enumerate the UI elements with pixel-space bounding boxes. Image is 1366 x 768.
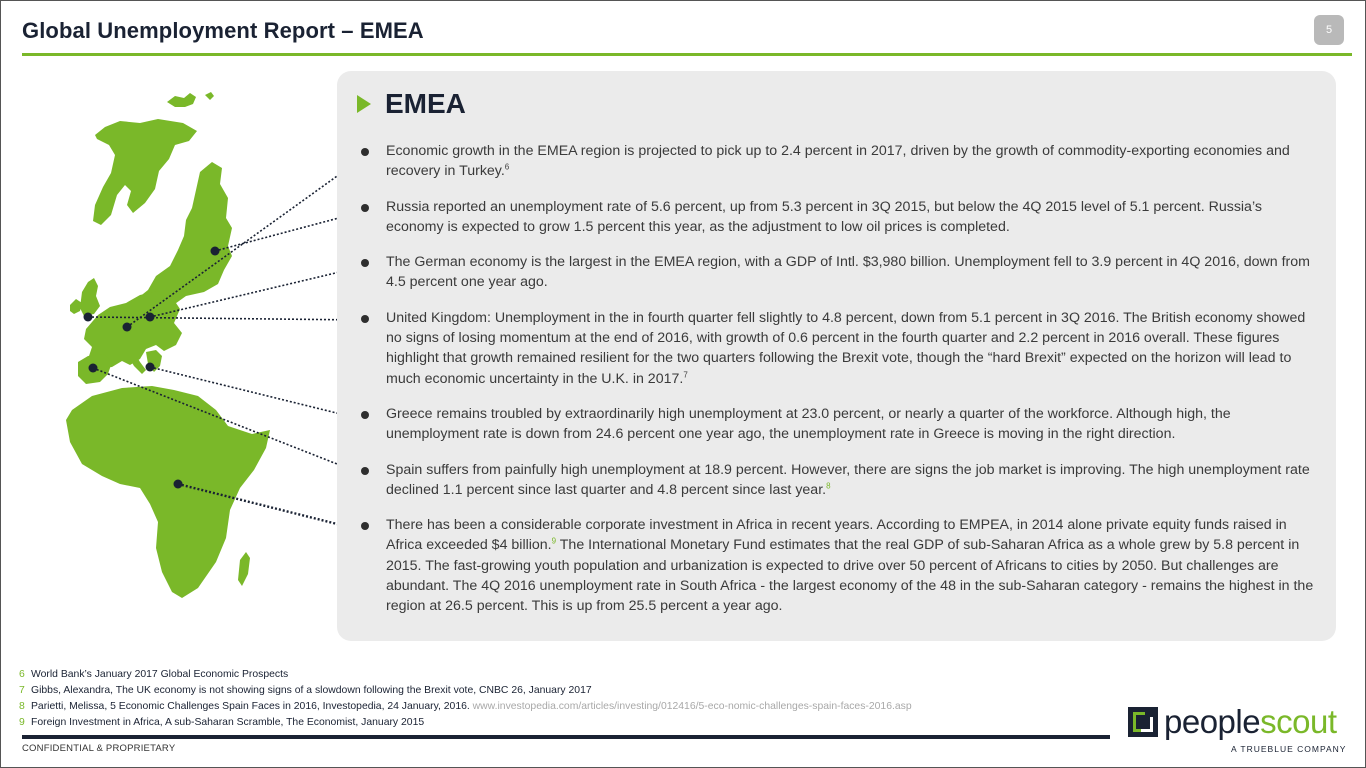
bullet-dot [361, 204, 369, 212]
bullet-text: The German economy is the largest in the EMEA region, with a GDP of Intl. $3,980 billion. Unemployment fell to 3.9 percent in 4Q 2016, down from 4.5 percent one year ago. [386, 254, 1310, 291]
footnote-text: World Bank’s January 2017 Global Economic Prospects [31, 669, 289, 680]
bullet-dot [361, 315, 369, 323]
play-triangle-icon [357, 95, 371, 113]
svalbard-shape [205, 92, 214, 100]
footnote-text: Parietti, Melissa, 5 Economic Challenges Spain Faces in 2016, Investopedia, 24 January, 2016. [31, 701, 470, 712]
confidential-label: CONFIDENTIAL & PROPRIETARY [22, 743, 176, 754]
bullet-greece [360, 404, 1315, 445]
ireland-shape [70, 299, 82, 314]
footnote-9 [19, 715, 912, 731]
bullet-text: The International Monetary Fund estimates that the real GDP of sub-Saharan Africa as a whole grew by 5.8 percent in 2015. The fast-growing youth population and urbanization is expected to drive over 50 percent of Africans to cities by 2050. But challenges are abundant. The 4Q 2016 unemployment rate in South Africa - the largest economy of the 48 in the sub-Saharan category - remains the highest in the region at 26.5 percent. This is up from 25.5 percent a year ago. [386, 537, 1314, 615]
bullet-text: Economic growth in the EMEA region is projected to pick up to 2.4 percent in 2017, driven by the growth of commodity-exporting economies and recovery in Turkey. [386, 143, 1290, 180]
footnote-number: 6 [19, 669, 25, 680]
logo-tagline: A TRUEBLUE COMPANY [1231, 744, 1347, 754]
madagascar-shape [238, 552, 250, 586]
page-number-badge: 5 [1314, 15, 1344, 45]
footnote-text: Gibbs, Alexandra, The UK economy is not showing signs of a slowdown following the Brexit vote, CNBC 26, January 2017 [31, 685, 592, 696]
iceland-shape [167, 93, 196, 107]
section-title: EMEA [385, 88, 466, 119]
footnote-ref: 7 [683, 369, 688, 379]
footnote-number: 7 [19, 685, 25, 696]
footnote-ref: 8 [826, 481, 831, 491]
footnote-number: 8 [19, 701, 25, 712]
bullet-text: Spain suffers from painfully high unemployment at 18.9 percent. However, there are signs the job market is improving. The high unemployment rate declined 1.1 percent since last quarter and 4.8 percent since last year. [386, 461, 1310, 498]
bullet-text: There has been a considerable corporate investment in Africa in recent years. According to EMPEA, in 2014 alone private equity funds raised in Africa exceeded $4 billion. [386, 517, 1287, 554]
uk-shape [80, 278, 100, 316]
bullet-africa [360, 515, 1315, 616]
footnotes [19, 667, 912, 731]
bullet-dot [361, 411, 369, 419]
iberia-shape [78, 354, 112, 384]
bullet-text: United Kingdom: Unemployment in the in fourth quarter fell slightly to 4.8 percent, down from 5.1 percent in 3Q 2016. The British economy showed no signs of losing momentum at the end of 2016, with growth of 0.6 percent in the fourth quarter and 2.2 percent in 2016 overall. These figures highlight that growth remained resilient for the two quarters following the Brexit vote, though the “hard Brexit” expected on the horizon will lead to much economic uncertainty in the U.K. in 2017. [386, 309, 1306, 387]
bullet-text: Russia reported an unemployment rate of 5.6 percent, up from 5.3 percent in 3Q 2015, but below the 4Q 2015 level of 5.1 percent. Russia’s economy is expected to grow 1.5 percent this year, as the adjustment to low oil prices is completed. [386, 198, 1262, 235]
logo-scout-text: scout [1260, 703, 1337, 740]
footnote-6 [19, 667, 912, 683]
scandinavia-shape [93, 119, 197, 225]
bullet-list [360, 141, 1315, 632]
footer-divider [22, 735, 1110, 739]
bullet-russia [360, 197, 1315, 238]
logo-wordmark [1164, 705, 1336, 739]
peoplescout-logo [1128, 705, 1336, 739]
bullet-text: Greece remains troubled by extraordinarily high unemployment at 23.0 percent, or nearly a quarter of the workforce. Although high, the unemployment rate is down from 24.6 percent one year ago, the unemployment rate in Greece is moving in the right direction. [386, 405, 1231, 443]
logo-mark-icon [1128, 707, 1158, 737]
emea-map [0, 80, 300, 640]
footnote-8 [19, 699, 912, 715]
footnote-7 [19, 683, 912, 699]
bullet-dot [361, 259, 369, 267]
bullet-germany [360, 252, 1315, 293]
bullet-uk [360, 308, 1315, 389]
logo-people-text: people [1164, 703, 1261, 740]
bullet-dot [361, 522, 369, 530]
bullet-emea-growth [360, 141, 1315, 182]
greece-shape [146, 350, 162, 372]
bullet-dot [361, 148, 369, 156]
footnote-ref: 6 [504, 162, 510, 172]
bullet-dot [361, 467, 369, 475]
title-divider [22, 53, 1352, 56]
bullet-spain [360, 460, 1315, 501]
footnote-number: 9 [19, 717, 25, 728]
footnote-link[interactable]: www.investopedia.com/articles/investing/012416/5-eco-nomic-challenges-spain-faces-2016.asp [472, 701, 912, 712]
section-header [357, 88, 466, 120]
footnote-ref: 9 [551, 536, 557, 546]
page-title: Global Unemployment Report – EMEA [22, 18, 424, 43]
footnote-text: Foreign Investment in Africa, A sub-Saharan Scramble, The Economist, January 2015 [31, 717, 425, 728]
